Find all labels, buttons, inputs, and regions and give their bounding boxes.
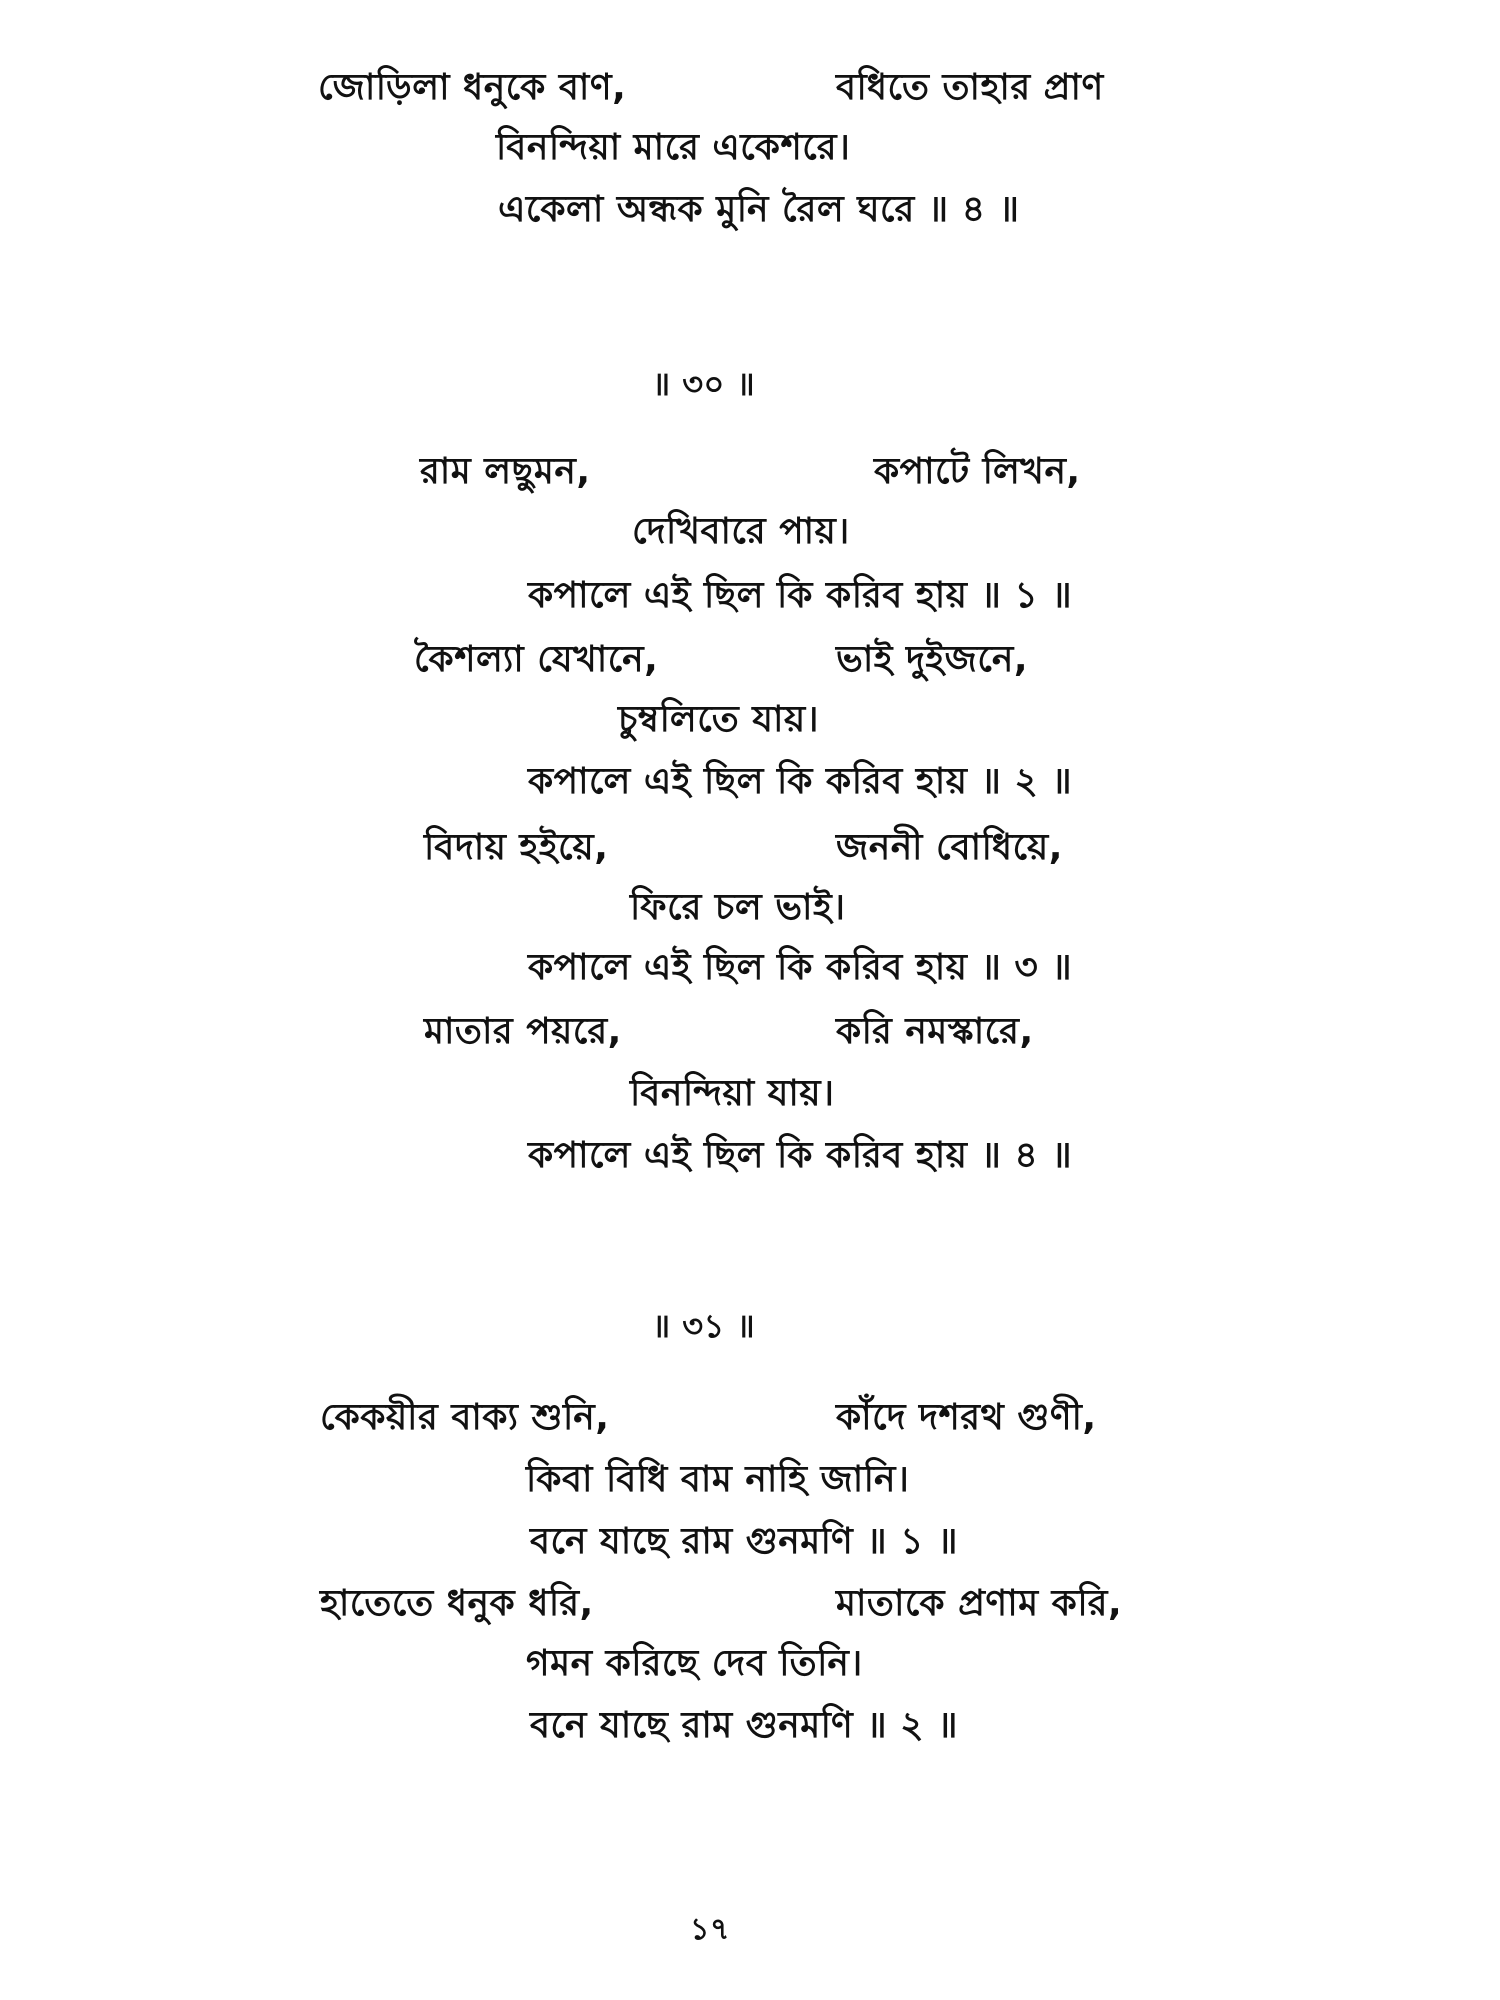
s31-v1-middle: কিবা বিধি বাম নাহি জানি। [526, 1459, 910, 1500]
s30-v3-left: বিদায় হইয়ে, [424, 827, 609, 868]
section-31-heading: ॥ ৩১ ॥ [652, 1307, 756, 1345]
s31-v1-left: কেকয়ীর বাক্য শুনি, [320, 1397, 610, 1438]
s30-v1-middle: দেখিবারে পায়। [632, 511, 850, 552]
s30-v4-right: করি নমস্কারে, [836, 1011, 1034, 1052]
s30-v1-right: কপাটে লিখন, [874, 451, 1081, 492]
section-30-heading: ॥ ৩০ ॥ [652, 365, 756, 403]
s31-v2-left: হাতেতে ধনুক ধরি, [320, 1583, 594, 1624]
s31-v1-right: কাঁদে দশরথ গুণী, [836, 1397, 1097, 1438]
s30-v3-middle: ফিরে চল ভাই। [630, 887, 846, 928]
s30-v2-left: কৈশল্যা যেখানে, [414, 639, 659, 680]
s31-v1-refrain: বনে যাছে রাম গুনমণি ॥ ১ ॥ [530, 1521, 958, 1562]
s30-v2-refrain: কপালে এই ছিল কি করিব হায় ॥ ২ ॥ [528, 761, 1073, 802]
top-stanza-line1-right: বধিতে তাহার প্রাণ [836, 67, 1104, 108]
top-stanza-line3: একেলা অন্ধক মুনি রৈল ঘরে ॥ ৪ ॥ [498, 189, 1020, 230]
s30-v1-refrain: কপালে এই ছিল কি করিব হায় ॥ ১ ॥ [528, 575, 1073, 616]
top-stanza-line1-left: জোড়িলা ধনুকে বাণ, [318, 67, 627, 108]
s30-v3-refrain: কপালে এই ছিল কি করিব হায় ॥ ৩ ॥ [528, 947, 1073, 988]
page-number: ১৭ [690, 1912, 730, 1947]
s31-v2-right: মাতাকে প্রণাম করি, [836, 1583, 1123, 1624]
s30-v3-right: জননী বোধিয়ে, [836, 827, 1063, 868]
s30-v2-middle: চুম্বলিতে যায়। [618, 699, 820, 740]
s30-v2-right: ভাই দুইজনে, [836, 639, 1028, 680]
s30-v4-left: মাতার পয়রে, [424, 1011, 622, 1052]
s31-v2-refrain: বনে যাছে রাম গুনমণি ॥ ২ ॥ [530, 1705, 958, 1746]
s30-v4-middle: বিনন্দিয়া যায়। [630, 1073, 835, 1114]
top-stanza-line2: বিনন্দিয়া মারে একেশরে। [496, 127, 851, 168]
s31-v2-middle: গমন করিছে দেব তিনি। [526, 1643, 863, 1684]
s30-v1-left: রাম লছুমন, [420, 451, 591, 492]
s30-v4-refrain: কপালে এই ছিল কি করিব হায় ॥ ৪ ॥ [528, 1135, 1073, 1176]
